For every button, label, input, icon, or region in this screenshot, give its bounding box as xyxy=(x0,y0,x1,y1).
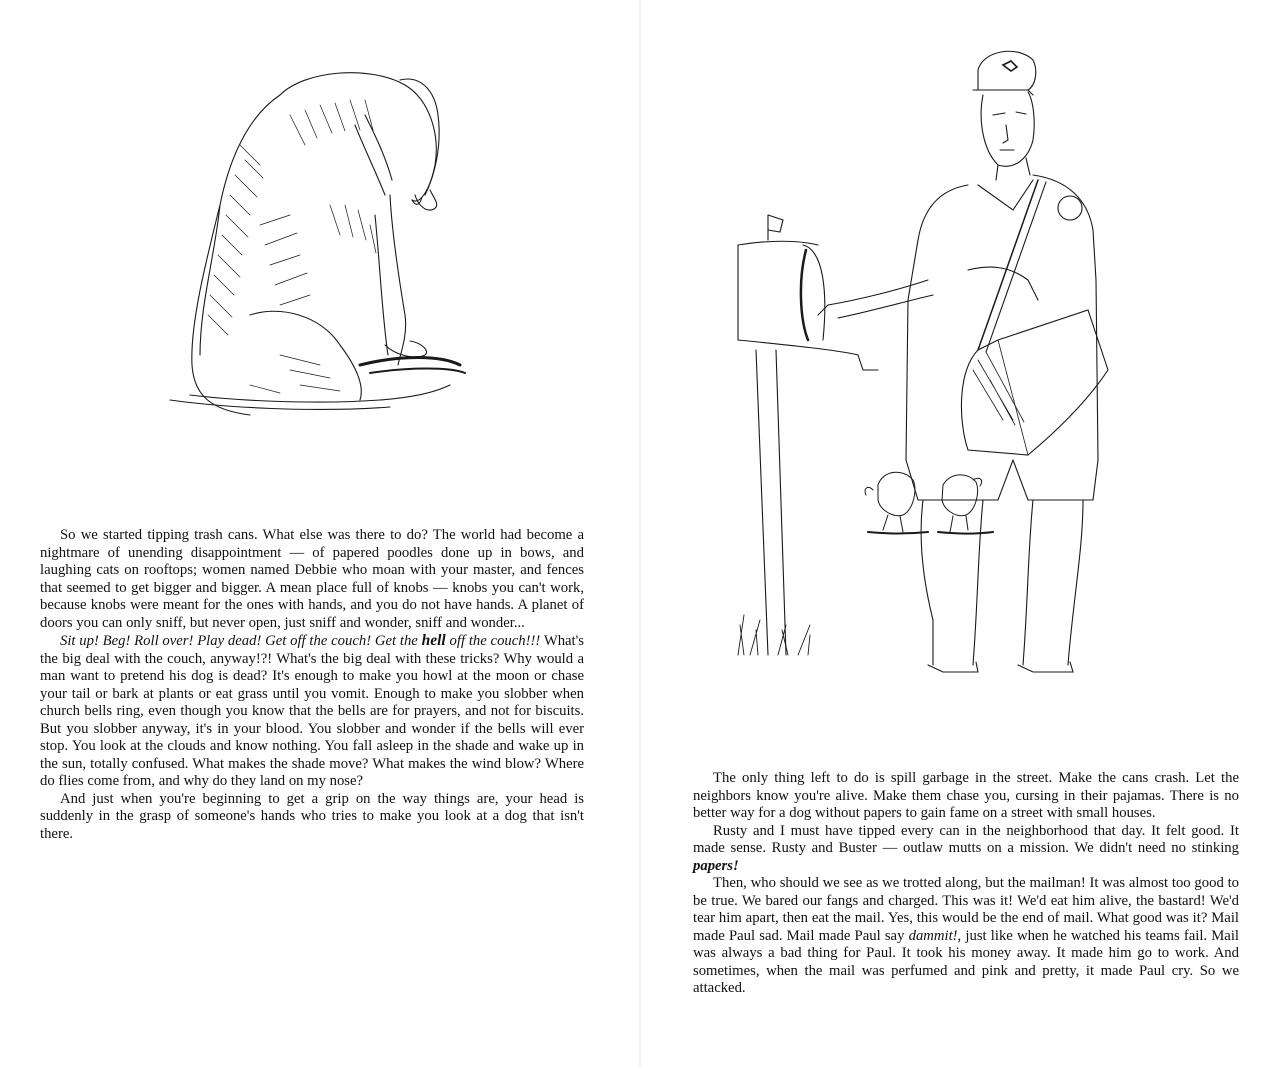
right-page xyxy=(640,0,1280,1067)
paragraph-continuation: just like when he watched his teams fail. Mail was always a bad thing for Paul. It took his money away. It made him go to work. And sometimes, when the mail was perfumed and pink and pretty, it made Paul cry. So we attacked. xyxy=(693,927,1239,996)
paragraph: The only thing left to do is spill garbage in the street. Make the cans crash. Let the neighbors know you're alive. Make them chase you, cursing in their pajamas. There is no better way for a dog without papers to gain fame on a street with small houses. xyxy=(693,770,1239,821)
italic-commands: Sit up! Beg! Roll over! Play dead! Get off the couch! Get the xyxy=(60,633,422,649)
bold-word: papers! xyxy=(693,857,739,874)
paragraph-start: Then, who should we see as we trotted along, but the mailman! It was almost too good to be true. We bared our fangs and charged. This was it! We'd eat him alive, the bastard! We'd tear him apart, then eat the mail. Yes, this would be the end of mail. What good was it? Mail made Paul sad. Mail made Paul say xyxy=(693,875,1239,944)
left-page-text xyxy=(40,527,584,843)
italic-word: dammit!, xyxy=(908,927,962,944)
paragraph: And just when you're beginning to get a grip on the way things are, your head is suddenly in the grasp of someone's hands who tries to make you look at a dog that isn't there. xyxy=(40,790,584,842)
italic-commands-end: off the couch!!! xyxy=(445,633,541,649)
paragraph xyxy=(693,875,1239,998)
paragraph: So we started tipping trash cans. What else was there to do? The world had become a nightmare of unending disappointment — of papered poodles done up in bows, and laughing cats on rooftops; women named Debbie who moan with your master, and fences that seemed to get bigger and bigger. A mean place full of knobs — knobs you can't work, because knobs were meant for the ones with hands, and you do not have hands. A planet of doors you can only sniff, but never open, just sniff and wonder, sniff and wonder... xyxy=(40,527,584,631)
right-page-text xyxy=(693,770,1239,998)
sitting-dog-sketch-icon xyxy=(130,55,490,445)
paragraph-continuation: What's the big deal with the couch, anyway!?! What's the big deal with these tricks? Why would a man want to pretend his dog is dead? It's enough to make you howl at the moon or chase your tail or bark at plants or eat grass until you vomit. Enough to make you slobber when church bells ring, even though you know that the bells are for prayers, and not for biscuits. But you slobber anyway, it's in your blood. You slobber and wonder if the bells will ever stop. You look at the clouds and know nothing. You fall asleep in the shade and wake up in the sun, totally confused. What makes the shade move? What makes the wind blow? Where do flies come from, and why do they land on my nose? xyxy=(40,633,585,789)
paragraph-start: Rusty and I must have tipped every can in the neighborhood that day. It felt good. It made sense. Rusty and Buster — outlaw mutts on a mission. We didn't need no stinking xyxy=(693,822,1239,856)
mailman-and-dogs-sketch-icon xyxy=(728,40,1248,680)
paragraph xyxy=(693,823,1239,876)
bold-word: hell xyxy=(421,632,446,649)
paragraph xyxy=(40,632,584,791)
